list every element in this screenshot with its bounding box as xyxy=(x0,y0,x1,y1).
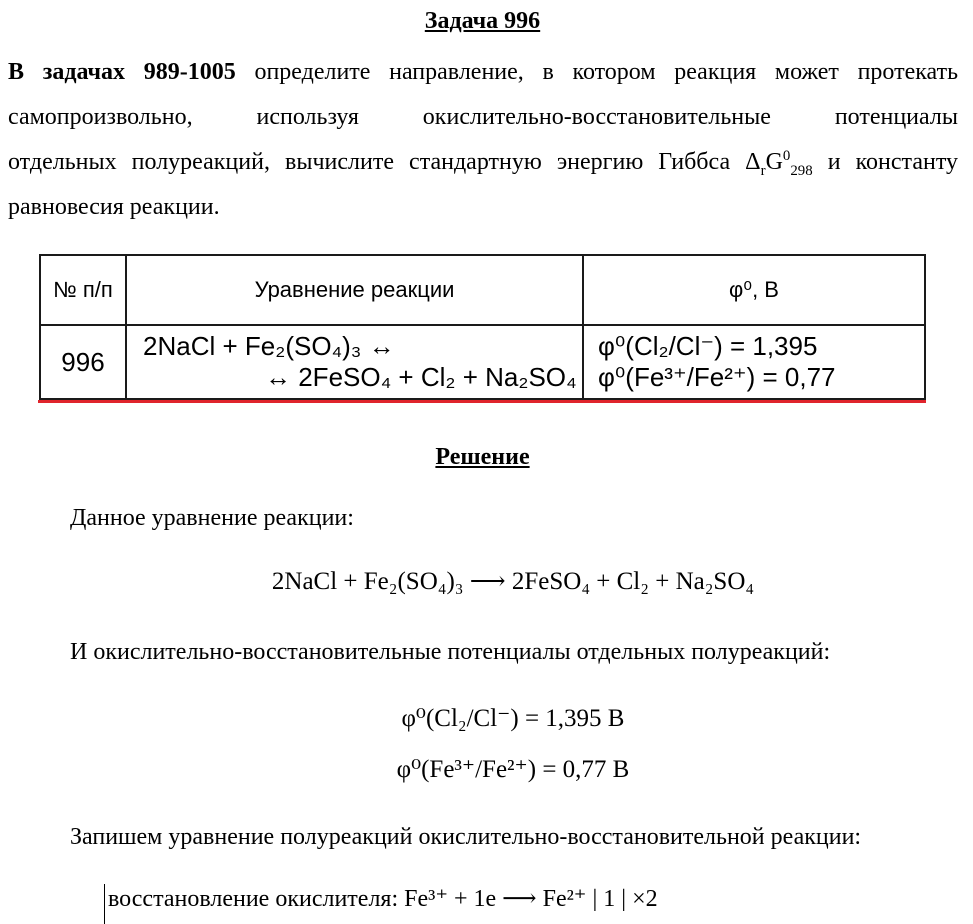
statement-line-3-a: отдельных полуреакций, вычислите стандартную энергию Гиббса Δ xyxy=(8,149,761,175)
sub-298: 298 xyxy=(790,162,813,179)
potential-line-1: φ⁰(Cl₂/Cl⁻) = 1,395 xyxy=(598,331,818,361)
task-table xyxy=(39,254,926,400)
paragraph-reaction-intro: Данное уравнение реакции: xyxy=(70,505,354,531)
header-equation: Уравнение реакции xyxy=(126,255,583,325)
gibbs-G: G xyxy=(765,149,783,175)
formula-potential-chlorine: φ⁰(Cl₂/Cl⁻) = 1,395 В xyxy=(401,705,625,732)
statement-line-1-rest: определите направление, в котором реакция может протекать xyxy=(235,59,959,85)
table-header-row xyxy=(40,255,925,325)
formula-reaction: 2NaCl + Fe₂(SO₄)₃ ⟶ 2FeSO₄ + Cl₂ + Na₂SO₄ xyxy=(271,568,755,595)
task-statement xyxy=(8,50,958,230)
paragraph-potentials-intro: И окислительно-восстановительные потенциалы отдельных полуреакций: xyxy=(70,639,831,665)
header-num: № п/п xyxy=(40,255,126,325)
solution-title: Решение xyxy=(435,444,530,470)
paragraph-half-reactions-intro: Запишем уравнение полуреакций окислительно-восстановительной реакции: xyxy=(70,824,862,850)
row-potentials xyxy=(583,325,925,399)
formula-potential-iron: φ⁰(Fe³⁺/Fe²⁺) = 0,77 В xyxy=(396,756,630,783)
statement-line-1 xyxy=(8,50,958,95)
statement-line-2: самопроизвольно, используя окислительно-восстановительные потенциалы xyxy=(8,104,958,130)
sub-r: r xyxy=(760,162,766,179)
task-title: Задача 996 xyxy=(424,8,541,34)
potential-line-2: φ⁰(Fe³⁺/Fe²⁺) = 0,77 xyxy=(598,362,836,392)
equation-line-2: ↔ 2FeSO₄ + Cl₂ + Na₂SO₄ xyxy=(265,362,577,392)
statement-bold: В задачах 989-1005 xyxy=(8,59,236,85)
sup-0: 0 xyxy=(782,148,791,164)
table-row xyxy=(40,325,925,399)
statement-line-4: равновесия реакции. xyxy=(8,194,220,220)
row-num: 996 xyxy=(40,325,126,399)
equation-line-1: 2NaCl + Fe₂(SO₄)₃ ↔ xyxy=(143,331,395,361)
header-potential: φ⁰, В xyxy=(583,255,925,325)
row-equation xyxy=(126,325,583,399)
half-reaction-reduction-line: восстановление окислителя: Fe³⁺ + 1e ⟶ Fe²⁺ | 1 | ×2 xyxy=(104,884,658,924)
red-underline xyxy=(38,400,926,403)
statement-line-3-c: и константу xyxy=(812,149,959,175)
statement-line-3 xyxy=(8,140,958,185)
